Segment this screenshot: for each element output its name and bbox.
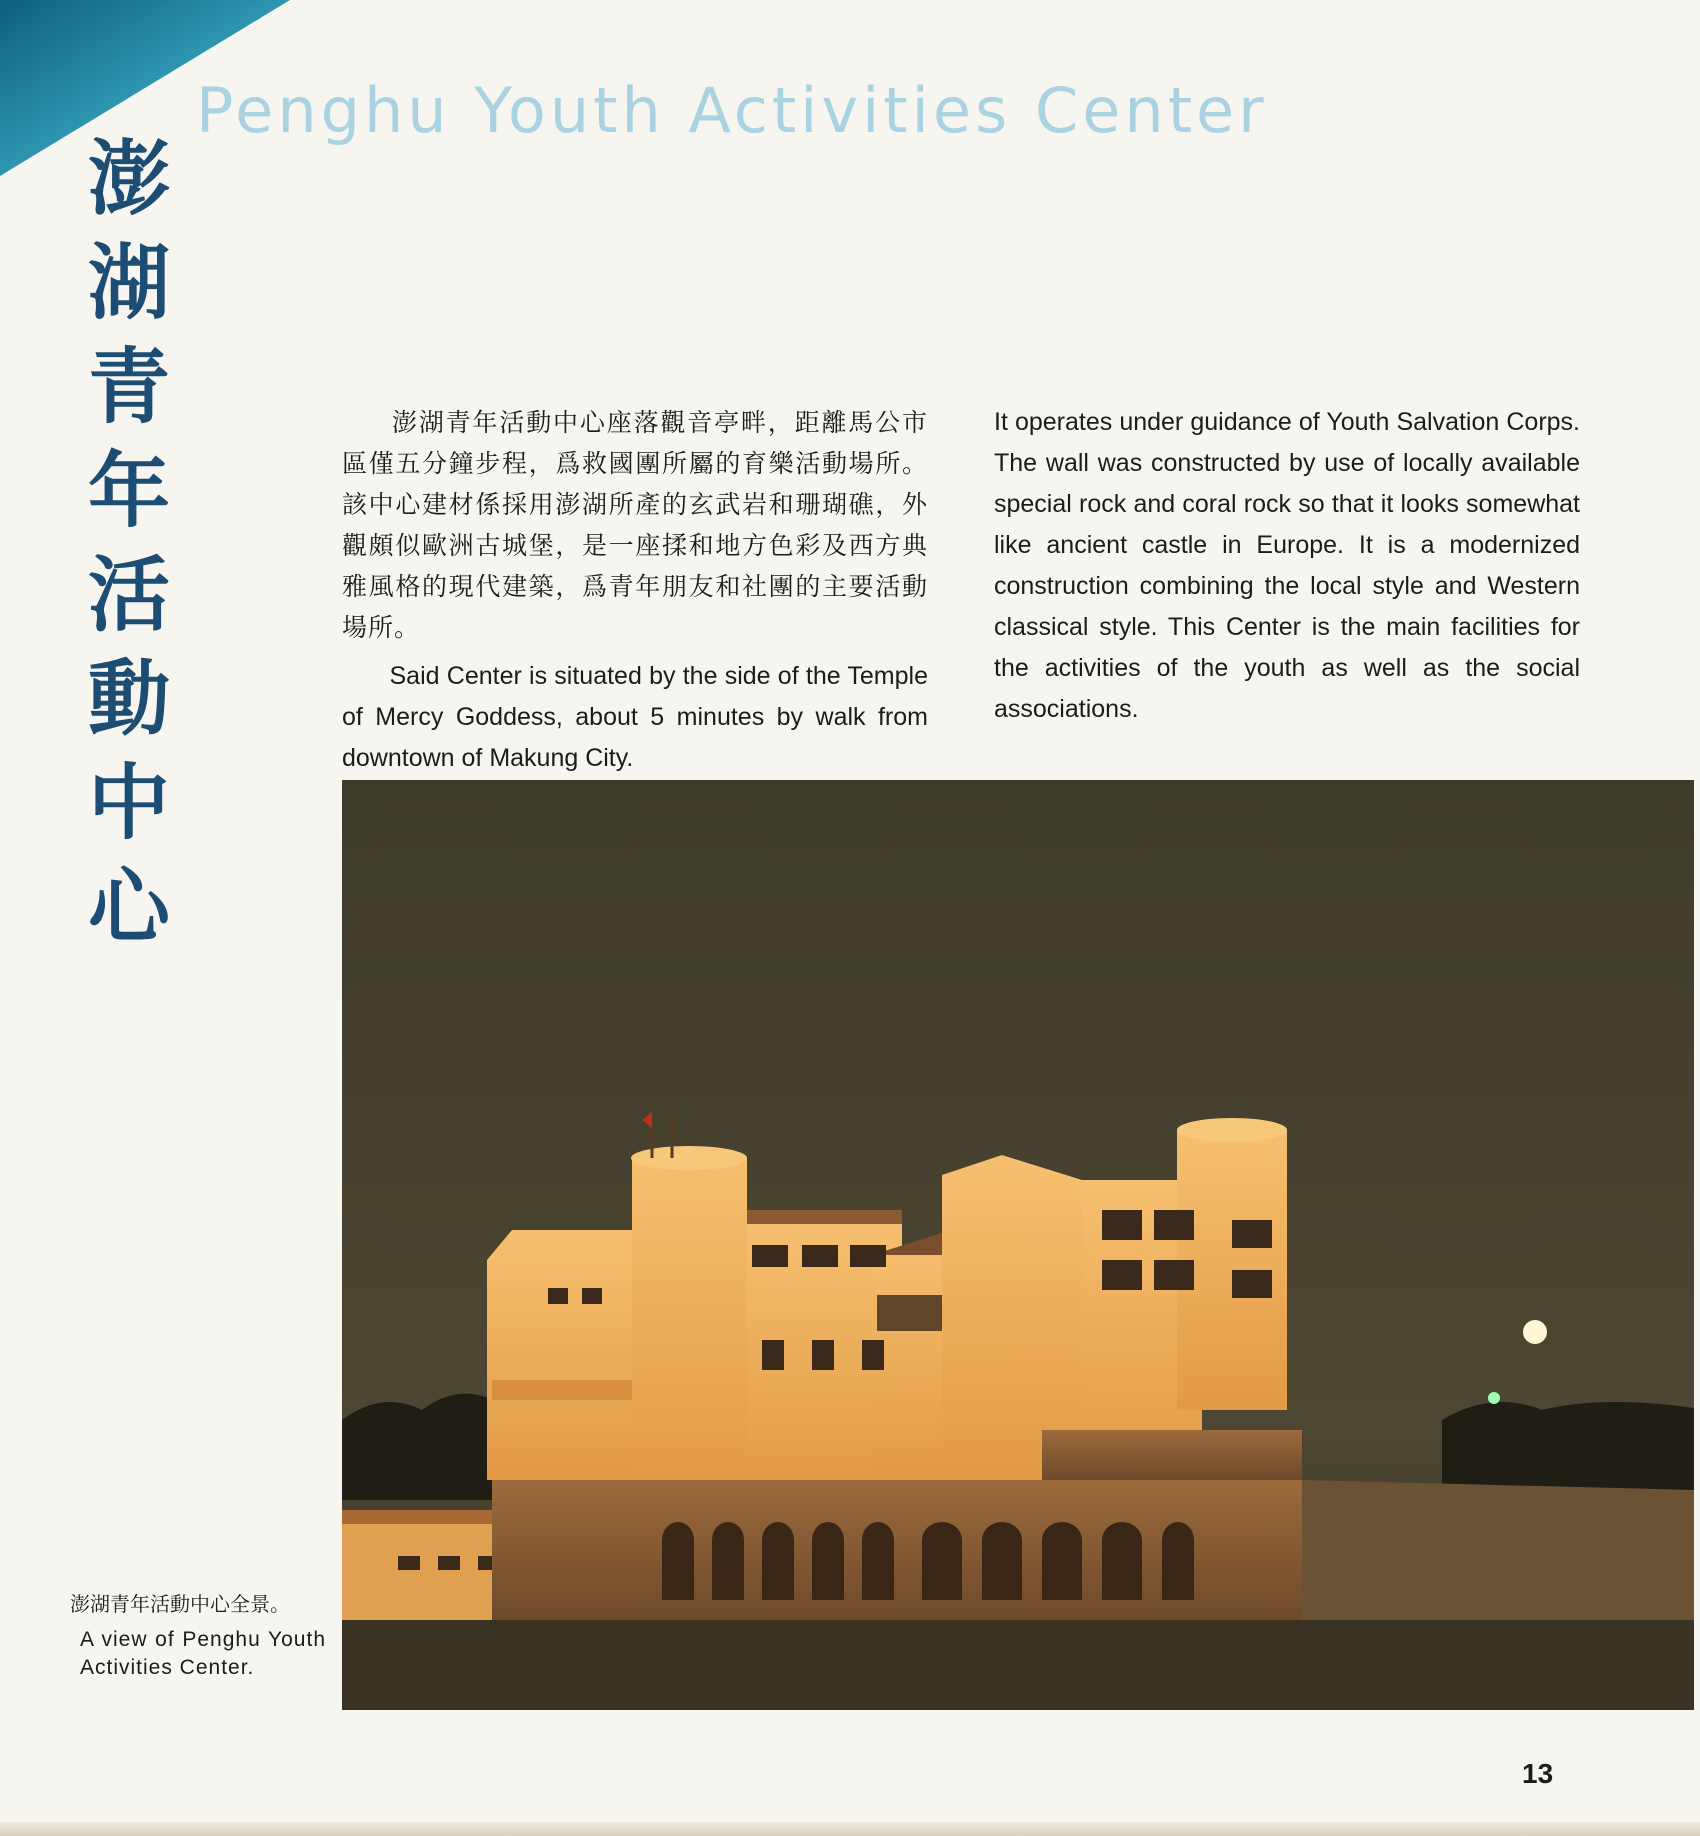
- text-column-right: [994, 402, 1580, 730]
- page-number: 13: [1522, 1758, 1554, 1789]
- page-title-chinese: 澎湖青年活動中心: [87, 132, 170, 955]
- chinese-paragraph: 澎湖青年活動中心座落觀音亭畔，距離馬公市區僅五分鐘步程，爲救國團所屬的育樂活動場所。該中心建材係採用澎湖所產的玄武岩和珊瑚礁，外觀頗似歐洲古城堡，是一座揉和地方色彩及西方典雅風格的現代建築，爲青年朋友和社團的主要活動場所。: [342, 408, 928, 642]
- building-photo: [342, 780, 1694, 1710]
- photo-caption-english: A view of Penghu Youth Activities Center.: [80, 1628, 326, 1679]
- text-column-left: [342, 402, 928, 779]
- page-title-english: Penghu Youth Activities Center: [196, 74, 1268, 147]
- photo-caption-chinese: 澎湖青年活動中心全景。: [70, 1592, 290, 1616]
- english-paragraph-right: It operates under guidance of Youth Salvation Corps. The wall was constructed by use of locally available special rock and coral rock so that it looks somewhat like ancient castle in Europe. It is a modernized construction combining the local style and Western classical style. This Center is the main facilities for the activities of the youth as well as the social associations.: [994, 408, 1580, 723]
- page-edge: [0, 1822, 1700, 1836]
- english-paragraph-left: Said Center is situated by the side of the Temple of Mercy Goddess, about 5 minutes by walk from downtown of Makung City.: [342, 662, 928, 772]
